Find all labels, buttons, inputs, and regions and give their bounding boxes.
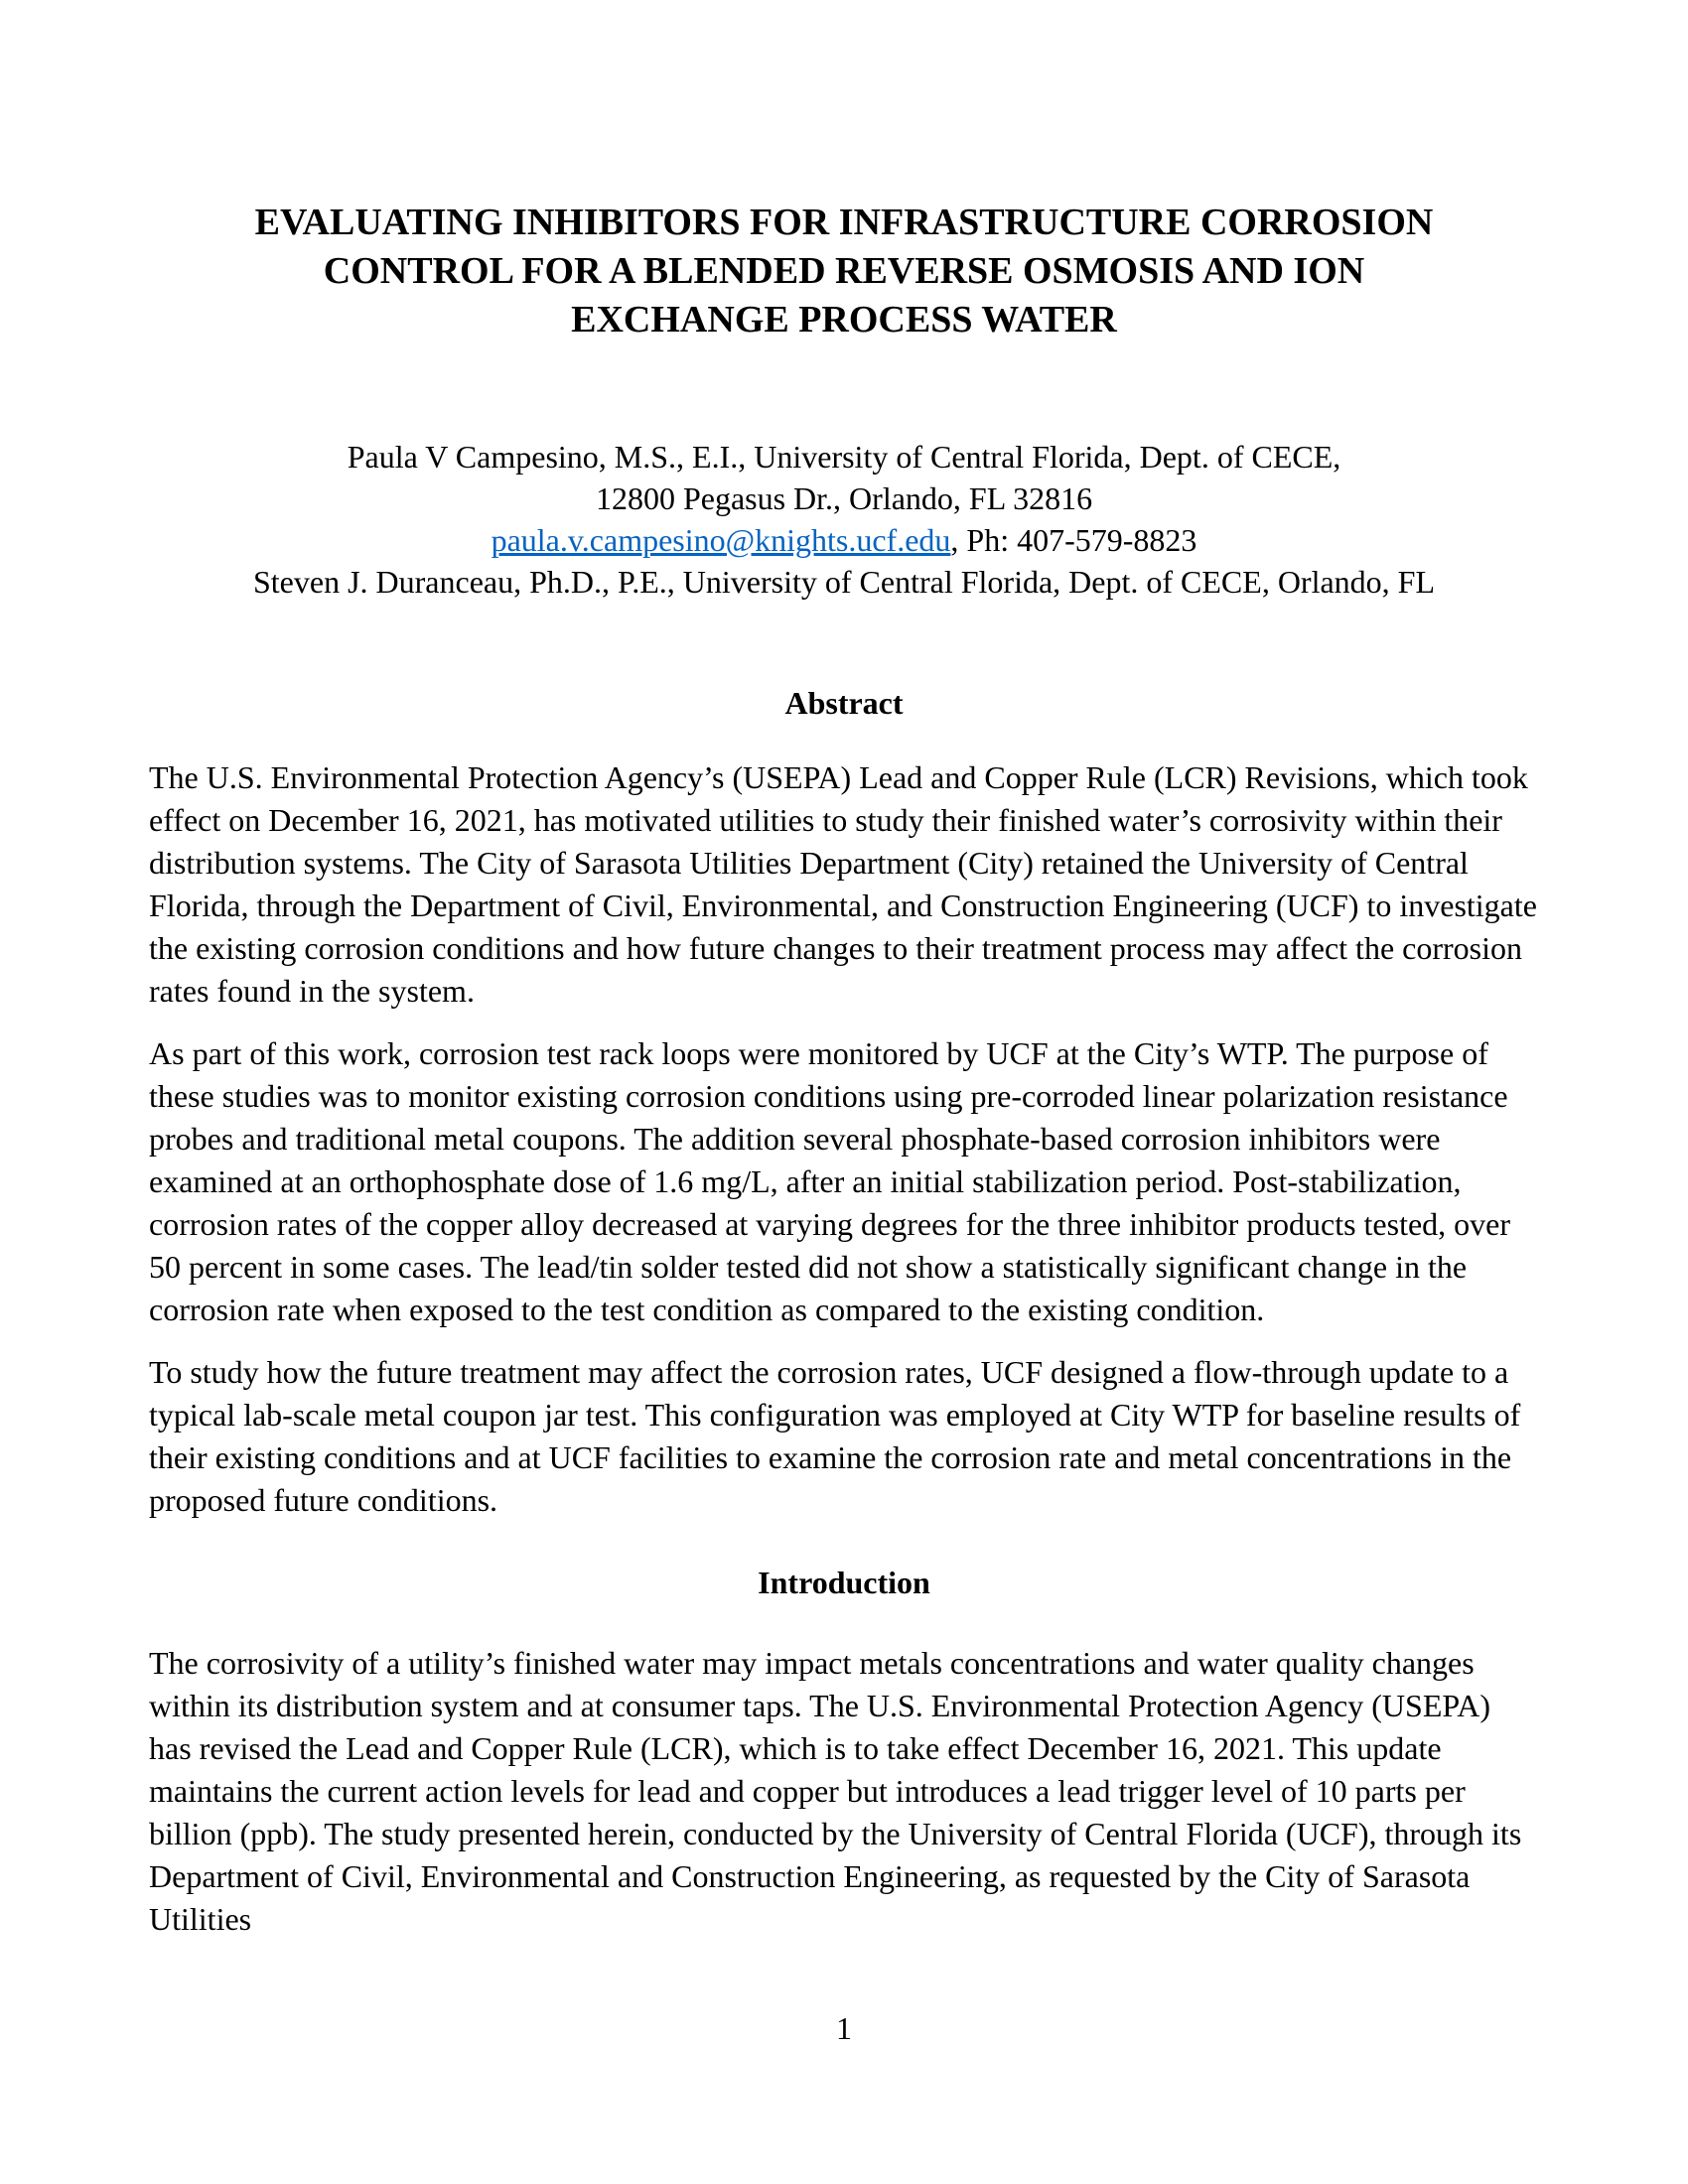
- paper-title-line-3: EXCHANGE PROCESS WATER: [571, 299, 1117, 341]
- abstract-heading: Abstract: [784, 685, 904, 721]
- introduction-heading: Introduction: [758, 1565, 930, 1600]
- abstract-paragraph-2: As part of this work, corrosion test rack loops were monitored by UCF at the City’s WTP. The purpose of these studies was to monitor existing corrosion conditions using pre-corroded linear polarization resistance probes and traditional metal coupons. The addition several phosphate-based corrosion inhibitors were examined at an orthophosphate dose of 1.6 mg/L, after an initial stabilization period. Post-stabilization, corrosion rates of the copper alloy decreased at varying degrees for the three inhibitor products tested, over 50 percent in some cases. The lead/tin solder tested did not show a statistically significant change in the corrosion rate when exposed to the test condition as compared to the existing condition.: [149, 1035, 1511, 1327]
- introduction-paragraph-1: The corrosivity of a utility’s finished water may impact metals concentrations and water quality changes within its distribution system and at consumer taps. The U.S. Environmental Protection Agency (USEPA) has revised the Lead and Copper Rule (LCR), which is to take effect December 16, 2021. This update maintains the current action levels for lead and copper but introduces a lead trigger level of 10 parts per billion (ppb). The study presented herein, conducted by the University of Central Florida (UCF), through its Department of Civil, Environmental and Construction Engineering, as requested by the City of Sarasota Utilities: [149, 1645, 1522, 1937]
- paper-title: [149, 199, 1539, 344]
- author-block: [149, 436, 1539, 603]
- abstract-paragraph-1: The U.S. Environmental Protection Agency’s (USEPA) Lead and Copper Rule (LCR) Revisions, which took effect on December 16, 2021, has motivated utilities to study their finished water’s corrosivity within their distribution systems. The City of Sarasota Utilities Department (City) retained the University of Central Florida, through the Department of Civil, Environmental, and Construction Engineering (UCF) to investigate the existing corrosion conditions and how future changes to their treatment process may affect the corrosion rates found in the system.: [149, 759, 1537, 1009]
- abstract-paragraph-3: To study how the future treatment may affect the corrosion rates, UCF designed a flow-through update to a typical lab-scale metal coupon jar test. This configuration was employed at City WTP for baseline results of their existing conditions and at UCF facilities to examine the corrosion rate and metal concentrations in the proposed future conditions.: [149, 1354, 1521, 1518]
- page-number: 1: [836, 2010, 852, 2046]
- paper-title-line-1: EVALUATING INHIBITORS FOR INFRASTRUCTURE CORROSION: [254, 202, 1434, 243]
- author-line-address: 12800 Pegasus Dr., Orlando, FL 32816: [595, 480, 1093, 516]
- author-line-name-affiliation: Paula V Campesino, M.S., E.I., University of Central Florida, Dept. of CECE,: [347, 439, 1341, 475]
- author-line-coauthor: Steven J. Duranceau, Ph.D., P.E., University of Central Florida, Dept. of CECE, Orlando, FL: [252, 564, 1436, 600]
- author-line-contact: [149, 519, 1539, 561]
- paper-title-line-2: CONTROL FOR A BLENDED REVERSE OSMOSIS AND ION: [323, 250, 1365, 292]
- document-content: [0, 199, 1688, 1941]
- phone-text: , Ph: 407-579-8823: [950, 522, 1197, 558]
- email-link[interactable]: paula.v.campesino@knights.ucf.edu: [491, 522, 951, 558]
